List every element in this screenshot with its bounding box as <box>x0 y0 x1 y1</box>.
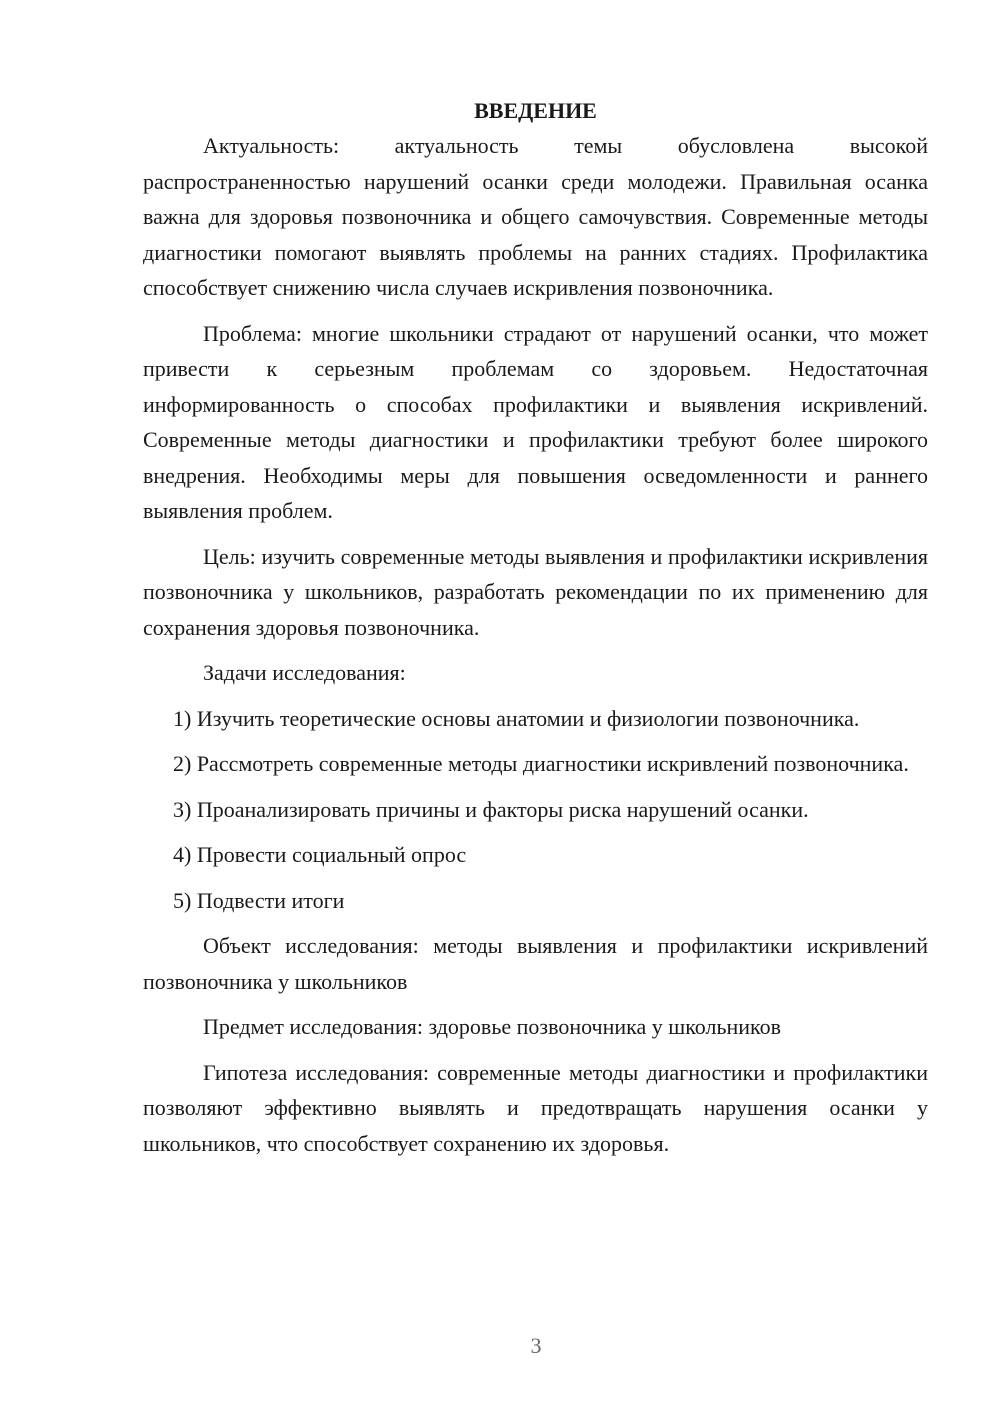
object-paragraph: Объект исследования: методы выявления и профилактики искривлений позвоночника у школьников <box>143 933 928 994</box>
task-item-3: 3) Проанализировать причины и факторы риска нарушений осанки. <box>173 796 809 822</box>
task-item-2: 2) Рассмотреть современные методы диагностики искривлений позвоночника. <box>173 751 909 776</box>
relevance-paragraph: Актуальность: актуальность темы обусловлена высокой распространенностью нарушений осанки среди молодежи. Правильная осанка важна для здоровья позвоночника и общего самочувствия. Современные методы диагностики помогают выявлять проблемы на ранних стадиях. Профилактика способствует снижению числа случаев искривления позвоночника. <box>143 133 928 300</box>
task-item-5: 5) Подвести итоги <box>173 887 345 913</box>
tasks-heading: Задачи исследования: <box>203 660 406 685</box>
page-number: 3 <box>530 1333 542 1358</box>
section-title: ВВЕДЕНИЕ <box>474 98 597 123</box>
task-item-1: 1) Изучить теоретические основы анатомии и физиологии позвоночника. <box>173 705 860 731</box>
task-item-4: 4) Провести социальный опрос <box>173 842 467 867</box>
goal-paragraph: Цель: изучить современные методы выявления и профилактики искривления позвоночника у школьников, разработать рекомендации по их применению для сохранения здоровья позвоночника. <box>143 543 928 640</box>
subject-paragraph: Предмет исследования: здоровье позвоночника у школьников <box>203 1014 781 1039</box>
hypothesis-paragraph: Гипотеза исследования: современные методы диагностики и профилактики позволяют эффективно выявлять и предотвращать нарушения осанки у школьников, что способствует сохранению их здоровья. <box>143 1059 928 1156</box>
problem-paragraph: Проблема: многие школьники страдают от нарушений осанки, что может привести к серьезным проблемам со здоровьем. Недостаточная информированность о способах профилактики и выявления искривлений. Современные методы диагностики и профилактики требуют более широкого внедрения. Необходимы меры для повышения осведомленности и раннего выявления проблем. <box>143 320 928 523</box>
document-page <box>143 94 928 1161</box>
